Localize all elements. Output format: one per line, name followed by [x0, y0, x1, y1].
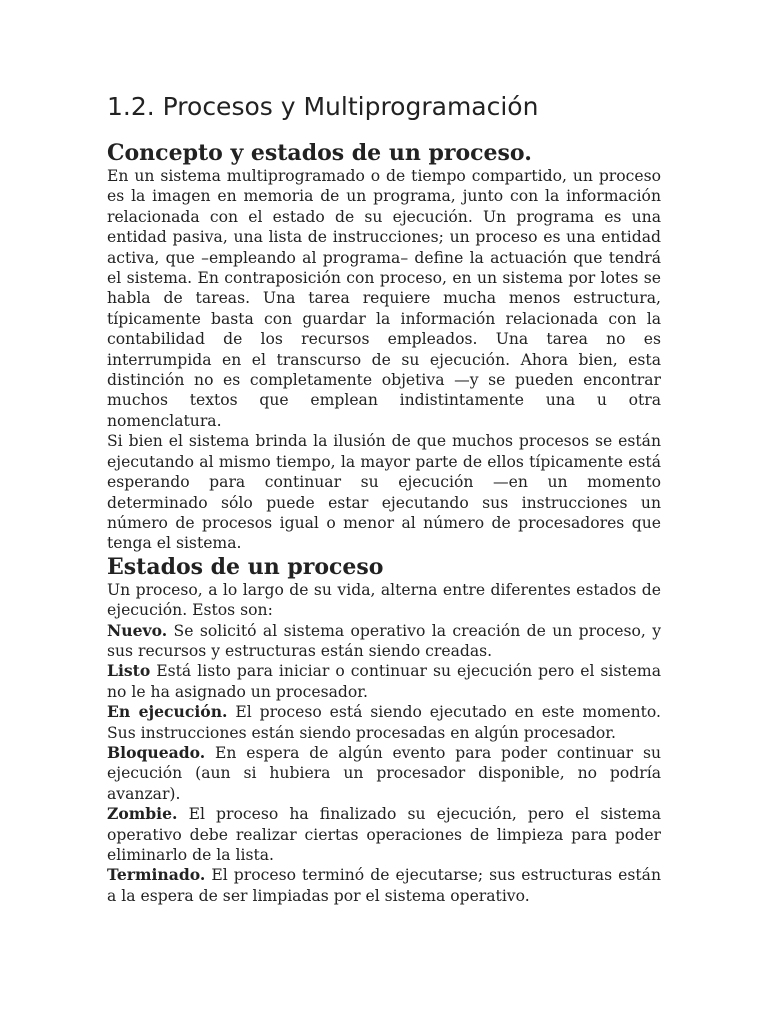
state-term: Zombie.	[107, 804, 178, 824]
state-item-bloqueado	[107, 743, 661, 804]
document-page	[107, 88, 661, 906]
state-description: En espera de algún evento para poder continuar su ejecución (aun si hubiera un procesador disponible, no podría avanzar).	[107, 743, 661, 803]
state-item-listo	[107, 661, 661, 702]
state-item-en-ejecucion	[107, 702, 661, 743]
state-description: Está listo para iniciar o continuar su ejecución pero el sistema no le ha asignado un procesador.	[107, 662, 661, 701]
state-term: Bloqueado.	[107, 742, 206, 762]
paragraph: En un sistema multiprogramado o de tiempo compartido, un proceso es la imagen en memoria de un programa, junto con la información relacionada con el estado de su ejecución. Un programa es una entidad pasiva, una lista de instrucciones; un proceso es una entidad activa, que –empleando al programa– define la actuación que tendrá el sistema. En contraposición con proceso, en un sistema por lotes se habla de tareas. Una tarea requiere mucha menos estructura, típicamente basta con guardar la información relacionada con la contabilidad de los recursos empleados. Una tarea no es interrumpida en el transcurso de su ejecución. Ahora bien, esta distinción no es completamente objetiva —y se pueden encontrar muchos textos que emplean indistintamente una u otra nomenclatura.	[107, 167, 661, 430]
state-description: El proceso ha finalizado su ejecución, pero el sistema operativo debe realizar ciertas operaciones de limpieza para poder eliminarlo de la lista.	[107, 805, 661, 864]
paragraph: Si bien el sistema brinda la ilusión de que muchos procesos se están ejecutando al mismo tiempo, la mayor parte de ellos típicamente está esperando para continuar su ejecución —en un momento determinado sólo puede estar ejecutando sus instrucciones un número de procesos igual o menor al número de procesadores que tenga el sistema.	[107, 432, 661, 553]
state-description: El proceso está siendo ejecutado en este momento. Sus instrucciones están siendo procesadas en algún procesador.	[107, 703, 661, 742]
paragraph-intro: Un proceso, a lo largo de su vida, alterna entre diferentes estados de ejecución. Estos son:	[107, 580, 661, 620]
state-description: Se solicitó al sistema operativo la creación de un proceso, y sus recursos y estructuras están siendo creadas.	[107, 621, 662, 660]
state-item-zombie	[107, 804, 661, 865]
state-term: Nuevo.	[107, 620, 168, 640]
chapter-title: 1.2. Procesos y Multiprogramación	[107, 92, 539, 121]
state-term: Terminado.	[107, 865, 206, 885]
state-item-nuevo	[107, 621, 661, 662]
state-term: En ejecución.	[107, 702, 228, 722]
state-description: El proceso terminó de ejecutarse; sus estructuras están a la espera de ser limpiadas por el sistema operativo.	[107, 866, 661, 905]
section-title-estados: Estados de un proceso	[107, 553, 384, 580]
section-title-concepto: Concepto y estados de un proceso.	[107, 140, 532, 166]
state-term: Listo	[107, 661, 151, 681]
state-item-terminado	[107, 865, 661, 906]
